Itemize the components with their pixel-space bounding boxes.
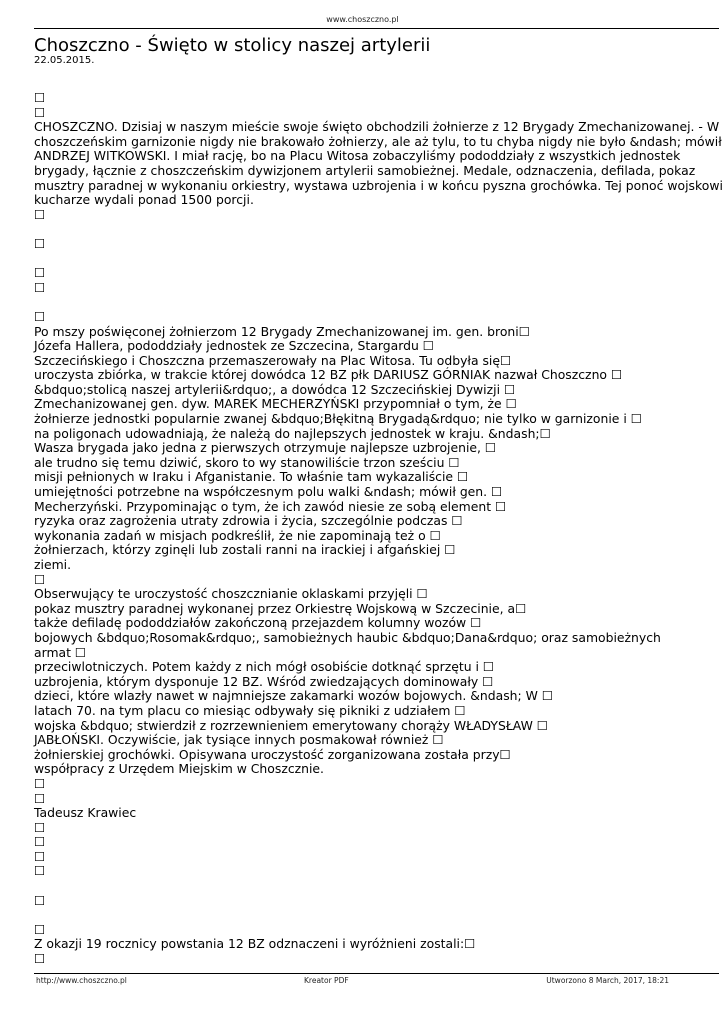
placeholder-box: ☐ [34,848,46,864]
paragraph-line: pokaz musztry paradnej wykonanej przez Orkiestrę Wojskową w Szczecinie, a☐ [34,600,527,616]
article-closing: Z okazji 19 rocznicy powstania 12 BZ odznaczeni i wyróżnieni zostali:☐ [34,936,476,952]
paragraph-line: żołnierskiej grochówki. Opisywana uroczystość zorganizowana została przy☐ [34,746,511,762]
article-intro: CHOSZCZNO. Dzisiaj w naszym mieście swoje święto obchodzili żołnierze z 12 Brygady Zmechanizowanej. - W choszczeńskim garnizonie nigdy nie brakowało żołnierzy, ale aż tylu, to tu chyba nigdy nie było &ndash; mówił ANDRZEJ WITKOWSKI. I miał rację, bo na Placu Witosa zobaczyliśmy pododdziały z wszystkich jednostek brygady, łącznie z choszczeńskim dywizjonem artylerii samobieżnej. Medale, odznaczenia, defilada, pokaz musztry paradnej w wykonaniu orkiestry, wystawa uzbrojenia i w końcu pyszna grochówka. Tej ponoć wojskowi kucharze wydali ponad 1500 porcji. [34,119,723,208]
paragraph-line: umiejętności potrzebne na współczesnym polu walki &ndash; mówił gen. ☐ [34,484,503,500]
placeholder-box: ☐ [34,279,46,295]
placeholder-box: ☐ [34,790,46,806]
paragraph-line: na poligonach udowadniają, że należą do najlepszych jednostek w kraju. &ndash;☐ [34,425,551,441]
paragraph-line: JABŁOŃSKI. Oczywiście, jak tysiące innych posmakował również ☐ [34,732,444,748]
paragraph-line: &bdquo;stolicą naszej artylerii&rdquo;, a dowódca 12 Szczecińskiej Dywizji ☐ [34,381,516,397]
footer-url: http://www.choszczno.pl [36,976,127,985]
placeholder-box: ☐ [34,863,46,879]
placeholder-box: ☐ [34,235,46,251]
paragraph-ceremony [34,325,724,573]
paragraph-line: żołnierze jednostki popularnie zwanej &bdquo;Błękitną Brygadą&rdquo; nie tylko w garnizonie i ☐ [34,411,642,427]
article-body [34,91,724,967]
paragraph-line: dzieci, które wlazły nawet w najmniejsze zakamarki wozów bojowych. &ndash; W ☐ [34,688,553,704]
paragraph-line: ryzyka oraz zagrożenia utraty zdrowia i życia, szczególnie podczas ☐ [34,513,463,529]
paragraph-line: ziemi. [34,557,72,572]
paragraph-line: misji pełnionych w Iraku i Afganistanie. To właśnie tam wykazaliście ☐ [34,469,469,485]
paragraph-line: współpracy z Urzędem Miejskim w Choszcznie. [34,761,324,777]
placeholder-box: ☐ [34,104,46,120]
paragraph-line: Józefa Hallera, pododdziały jednostek ze Szczecina, Stargardu ☐ [34,338,434,354]
paragraph-line: latach 70. na tym placu co miesiąc odbywały się pikniki z udziałem ☐ [34,702,466,718]
paragraph-line: wojska &bdquo; stwierdził z rozrzewnieniem emerytowany chorąży WŁADYSŁAW ☐ [34,717,548,733]
header-divider [34,28,719,29]
footer-divider [34,973,719,974]
paragraph-line: także defiladę pododdziałów zakończoną przejazdem kolumny wozów ☐ [34,615,482,631]
placeholder-box: ☐ [34,951,46,967]
paragraph-line: uroczysta zbiórka, w trakcie której dowódca 12 BZ płk DARIUSZ GÓRNIAK nazwał Choszczno ☐ [34,367,623,383]
paragraph-line: żołnierzach, którzy zginęli lub zostali ranni na irackiej i afgańskiej ☐ [34,542,456,558]
placeholder-box: ☐ [34,775,46,791]
article-author: Tadeusz Krawiec [34,805,137,821]
paragraph-line: armat ☐ [34,644,87,660]
footer-created: Utworzono 8 March, 2017, 18:21 [546,976,669,985]
article-date: 22.05.2015. [34,55,95,66]
paragraph-line: przeciwlotniczych. Potem każdy z nich mógł osobiście dotknąć sprzętu i ☐ [34,659,495,675]
placeholder-box: ☐ [34,308,46,324]
paragraph-line: Zmechanizowanej gen. dyw. MAREK MECHERZYŃSKI przypomniał o tym, że ☐ [34,396,517,412]
placeholder-box: ☐ [34,265,46,281]
paragraph-line: ale trudno się temu dziwić, skoro to wy stanowiliście trzon sześciu ☐ [34,454,460,470]
paragraph-parade [34,587,724,777]
paragraph-line: wykonania zadań w misjach podkreślił, że nie zapominają też o ☐ [34,527,441,543]
paragraph-line: bojowych &bdquo;Rosomak&rdquo;, samobieżnych haubic &bdquo;Dana&rdquo; oraz samobieżnych [34,629,661,645]
paragraph-line: Szczecińskiego i Choszczna przemaszerowały na Plac Witosa. Tu odbyła się☐ [34,352,512,368]
spacer [34,879,724,894]
placeholder-box: ☐ [34,571,46,587]
spacer [34,222,724,237]
placeholder-box: ☐ [34,90,46,105]
paragraph-line: Mecherzyński. Przypominając o tym, że ich zawód niesie ze sobą element ☐ [34,498,507,514]
paragraph-line: uzbrojenia, którym dysponuje 12 BZ. Wśród zwiedzających dominowały ☐ [34,673,494,689]
header-site-url: www.choszczno.pl [326,15,399,24]
paragraph-line: Po mszy poświęconej żołnierzom 12 Brygady Zmechanizowanej im. gen. broni☐ [34,323,530,339]
spacer [34,252,724,267]
placeholder-box: ☐ [34,834,46,850]
placeholder-box: ☐ [34,206,46,222]
spacer [34,908,724,923]
placeholder-box: ☐ [34,921,46,937]
paragraph-line: Wasza brygada jako jedna z pierwszych otrzymuje najlepsze uzbrojenie, ☐ [34,440,497,456]
placeholder-box: ☐ [34,819,46,835]
spacer [34,295,724,310]
paragraph-line: Obserwujący te uroczystość choszcznianie oklaskami przyjęli ☐ [34,586,428,602]
placeholder-box: ☐ [34,892,46,908]
footer-creator: Kreator PDF [304,976,349,985]
article-title: Choszczno - Święto w stolicy naszej artylerii [34,35,431,56]
